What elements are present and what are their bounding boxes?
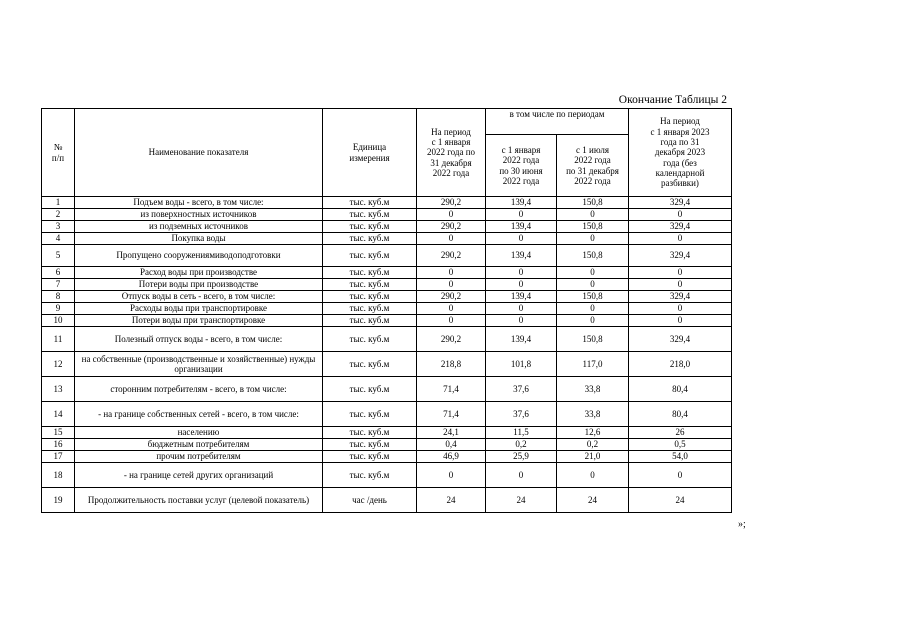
value-2023-cell: 80,4 xyxy=(629,377,732,402)
value-2022-cell: 24,1 xyxy=(417,427,486,439)
indicator-name-cell: Отпуск воды в сеть - всего, в том числе: xyxy=(75,291,323,303)
indicator-name-cell: населению xyxy=(75,427,323,439)
indicator-name-cell: прочим потребителям xyxy=(75,451,323,463)
table-row xyxy=(42,303,732,315)
value-2022-cell: 290,2 xyxy=(417,221,486,233)
unit-cell: тыс. куб.м xyxy=(323,233,417,245)
value-2023-cell: 218,0 xyxy=(629,352,732,377)
row-number-cell: 8 xyxy=(42,291,75,303)
unit-cell: тыс. куб.м xyxy=(323,451,417,463)
header-period-2023: На период с 1 января 2023 года по 31 декабря 2023 года (без календарной разбивки) xyxy=(629,109,732,197)
unit-cell: тыс. куб.м xyxy=(323,245,417,267)
row-number-cell: 18 xyxy=(42,463,75,488)
value-h1-2022-cell: 139,4 xyxy=(486,197,557,209)
unit-cell: тыс. куб.м xyxy=(323,463,417,488)
indicator-name-cell: Полезный отпуск воды - всего, в том числе: xyxy=(75,327,323,352)
table-row xyxy=(42,221,732,233)
value-h2-2022-cell: 21,0 xyxy=(557,451,629,463)
indicator-name-cell: Потери воды при производстве xyxy=(75,279,323,291)
value-h2-2022-cell: 0 xyxy=(557,267,629,279)
value-2022-cell: 290,2 xyxy=(417,327,486,352)
indicator-name-cell: из поверхностных источников xyxy=(75,209,323,221)
value-h2-2022-cell: 24 xyxy=(557,488,629,513)
value-2023-cell: 0 xyxy=(629,463,732,488)
indicator-name-cell: Покупка воды xyxy=(75,233,323,245)
indicator-name-cell: бюджетным потребителям xyxy=(75,439,323,451)
table-row xyxy=(42,315,732,327)
value-h2-2022-cell: 150,8 xyxy=(557,327,629,352)
value-2022-cell: 290,2 xyxy=(417,291,486,303)
row-number-cell: 16 xyxy=(42,439,75,451)
value-2022-cell: 0 xyxy=(417,279,486,291)
value-2022-cell: 0 xyxy=(417,315,486,327)
indicators-table xyxy=(41,108,732,513)
header-number: № п/п xyxy=(42,109,75,197)
header-period-2022: На период с 1 января 2022 года по 31 декабря 2022 года xyxy=(417,109,486,197)
unit-cell: тыс. куб.м xyxy=(323,267,417,279)
table-row xyxy=(42,463,732,488)
table-row xyxy=(42,439,732,451)
value-h1-2022-cell: 24 xyxy=(486,488,557,513)
indicator-name-cell: Пропущено сооружениямиводоподготовки xyxy=(75,245,323,267)
value-2022-cell: 0 xyxy=(417,303,486,315)
value-2022-cell: 0 xyxy=(417,463,486,488)
row-number-cell: 14 xyxy=(42,402,75,427)
value-2023-cell: 54,0 xyxy=(629,451,732,463)
row-number-cell: 2 xyxy=(42,209,75,221)
table-row xyxy=(42,279,732,291)
value-2023-cell: 329,4 xyxy=(629,291,732,303)
table-row xyxy=(42,245,732,267)
value-h2-2022-cell: 0 xyxy=(557,303,629,315)
value-h1-2022-cell: 0 xyxy=(486,233,557,245)
unit-cell: тыс. куб.м xyxy=(323,291,417,303)
table-row xyxy=(42,488,732,513)
value-h2-2022-cell: 150,8 xyxy=(557,221,629,233)
value-h2-2022-cell: 117,0 xyxy=(557,352,629,377)
end-quote-mark: »; xyxy=(738,519,746,530)
indicator-name-cell: - на границе собственных сетей - всего, в том числе: xyxy=(75,402,323,427)
unit-cell: тыс. куб.м xyxy=(323,197,417,209)
value-2023-cell: 0,5 xyxy=(629,439,732,451)
header-unit: Единица измерения xyxy=(323,109,417,197)
indicator-name-cell: на собственные (производственные и хозяйственные) нужды организации xyxy=(75,352,323,377)
table-row xyxy=(42,451,732,463)
value-h2-2022-cell: 150,8 xyxy=(557,245,629,267)
value-2023-cell: 329,4 xyxy=(629,245,732,267)
value-h2-2022-cell: 33,8 xyxy=(557,377,629,402)
indicator-name-cell: Потери воды при транспортировке xyxy=(75,315,323,327)
value-h1-2022-cell: 25,9 xyxy=(486,451,557,463)
value-h2-2022-cell: 0 xyxy=(557,279,629,291)
value-2022-cell: 218,8 xyxy=(417,352,486,377)
table-row xyxy=(42,209,732,221)
value-h2-2022-cell: 0 xyxy=(557,233,629,245)
value-2023-cell: 329,4 xyxy=(629,197,732,209)
row-number-cell: 4 xyxy=(42,233,75,245)
value-2022-cell: 0 xyxy=(417,267,486,279)
row-number-cell: 15 xyxy=(42,427,75,439)
table-row xyxy=(42,402,732,427)
unit-cell: тыс. куб.м xyxy=(323,315,417,327)
indicator-name-cell: сторонним потребителям - всего, в том числе: xyxy=(75,377,323,402)
unit-cell: тыс. куб.м xyxy=(323,439,417,451)
row-number-cell: 11 xyxy=(42,327,75,352)
header-indicator-name: Наименование показателя xyxy=(75,109,323,197)
header-first-half-2022: с 1 января 2022 года по 30 июня 2022 года xyxy=(486,135,557,197)
header-second-half-2022: с 1 июля 2022 года по 31 декабря 2022 года xyxy=(557,135,629,197)
unit-cell: тыс. куб.м xyxy=(323,377,417,402)
value-h1-2022-cell: 101,8 xyxy=(486,352,557,377)
indicator-name-cell: Расход воды при производстве xyxy=(75,267,323,279)
value-h2-2022-cell: 0,2 xyxy=(557,439,629,451)
value-h1-2022-cell: 37,6 xyxy=(486,402,557,427)
value-h1-2022-cell: 139,4 xyxy=(486,291,557,303)
value-h1-2022-cell: 11,5 xyxy=(486,427,557,439)
row-number-cell: 17 xyxy=(42,451,75,463)
indicator-name-cell: - на границе сетей других организаций xyxy=(75,463,323,488)
value-2023-cell: 329,4 xyxy=(629,327,732,352)
indicator-name-cell: Расходы воды при транспортировке xyxy=(75,303,323,315)
unit-cell: тыс. куб.м xyxy=(323,402,417,427)
value-h2-2022-cell: 150,8 xyxy=(557,291,629,303)
value-h1-2022-cell: 139,4 xyxy=(486,245,557,267)
unit-cell: тыс. куб.м xyxy=(323,427,417,439)
row-number-cell: 3 xyxy=(42,221,75,233)
header-including-by-periods: в том числе по периодам xyxy=(486,109,629,135)
unit-cell: час /день xyxy=(323,488,417,513)
row-number-cell: 7 xyxy=(42,279,75,291)
table-row xyxy=(42,197,732,209)
unit-cell: тыс. куб.м xyxy=(323,303,417,315)
unit-cell: тыс. куб.м xyxy=(323,209,417,221)
row-number-cell: 13 xyxy=(42,377,75,402)
value-2023-cell: 0 xyxy=(629,233,732,245)
indicator-name-cell: из подземных источников xyxy=(75,221,323,233)
row-number-cell: 1 xyxy=(42,197,75,209)
value-2023-cell: 24 xyxy=(629,488,732,513)
value-2022-cell: 290,2 xyxy=(417,197,486,209)
value-2023-cell: 0 xyxy=(629,279,732,291)
value-2023-cell: 0 xyxy=(629,303,732,315)
value-2022-cell: 0,4 xyxy=(417,439,486,451)
row-number-cell: 9 xyxy=(42,303,75,315)
value-h1-2022-cell: 139,4 xyxy=(486,327,557,352)
value-2022-cell: 0 xyxy=(417,233,486,245)
unit-cell: тыс. куб.м xyxy=(323,221,417,233)
table-caption: Окончание Таблицы 2 xyxy=(618,94,727,106)
row-number-cell: 12 xyxy=(42,352,75,377)
table-row xyxy=(42,233,732,245)
value-h1-2022-cell: 0,2 xyxy=(486,439,557,451)
value-2022-cell: 71,4 xyxy=(417,377,486,402)
table-row xyxy=(42,377,732,402)
table-row xyxy=(42,427,732,439)
value-h1-2022-cell: 0 xyxy=(486,463,557,488)
indicator-name-cell: Продолжительность поставки услуг (целевой показатель) xyxy=(75,488,323,513)
row-number-cell: 5 xyxy=(42,245,75,267)
value-h1-2022-cell: 0 xyxy=(486,209,557,221)
row-number-cell: 19 xyxy=(42,488,75,513)
value-2022-cell: 0 xyxy=(417,209,486,221)
unit-cell: тыс. куб.м xyxy=(323,327,417,352)
value-h1-2022-cell: 0 xyxy=(486,279,557,291)
value-h1-2022-cell: 0 xyxy=(486,303,557,315)
value-2023-cell: 26 xyxy=(629,427,732,439)
value-h1-2022-cell: 0 xyxy=(486,315,557,327)
table-row xyxy=(42,267,732,279)
value-h2-2022-cell: 150,8 xyxy=(557,197,629,209)
value-h2-2022-cell: 12,6 xyxy=(557,427,629,439)
value-2023-cell: 0 xyxy=(629,315,732,327)
unit-cell: тыс. куб.м xyxy=(323,352,417,377)
value-h1-2022-cell: 0 xyxy=(486,267,557,279)
table-row xyxy=(42,291,732,303)
value-2023-cell: 80,4 xyxy=(629,402,732,427)
value-h1-2022-cell: 37,6 xyxy=(486,377,557,402)
unit-cell: тыс. куб.м xyxy=(323,279,417,291)
value-2023-cell: 0 xyxy=(629,267,732,279)
value-2023-cell: 329,4 xyxy=(629,221,732,233)
value-2022-cell: 24 xyxy=(417,488,486,513)
value-h1-2022-cell: 139,4 xyxy=(486,221,557,233)
value-h2-2022-cell: 33,8 xyxy=(557,402,629,427)
table-body xyxy=(42,197,732,513)
value-2022-cell: 290,2 xyxy=(417,245,486,267)
row-number-cell: 6 xyxy=(42,267,75,279)
value-h2-2022-cell: 0 xyxy=(557,209,629,221)
value-2022-cell: 46,9 xyxy=(417,451,486,463)
value-2023-cell: 0 xyxy=(629,209,732,221)
value-2022-cell: 71,4 xyxy=(417,402,486,427)
table-row xyxy=(42,352,732,377)
value-h2-2022-cell: 0 xyxy=(557,315,629,327)
value-h2-2022-cell: 0 xyxy=(557,463,629,488)
table-row xyxy=(42,327,732,352)
row-number-cell: 10 xyxy=(42,315,75,327)
indicator-name-cell: Подъем воды - всего, в том числе: xyxy=(75,197,323,209)
